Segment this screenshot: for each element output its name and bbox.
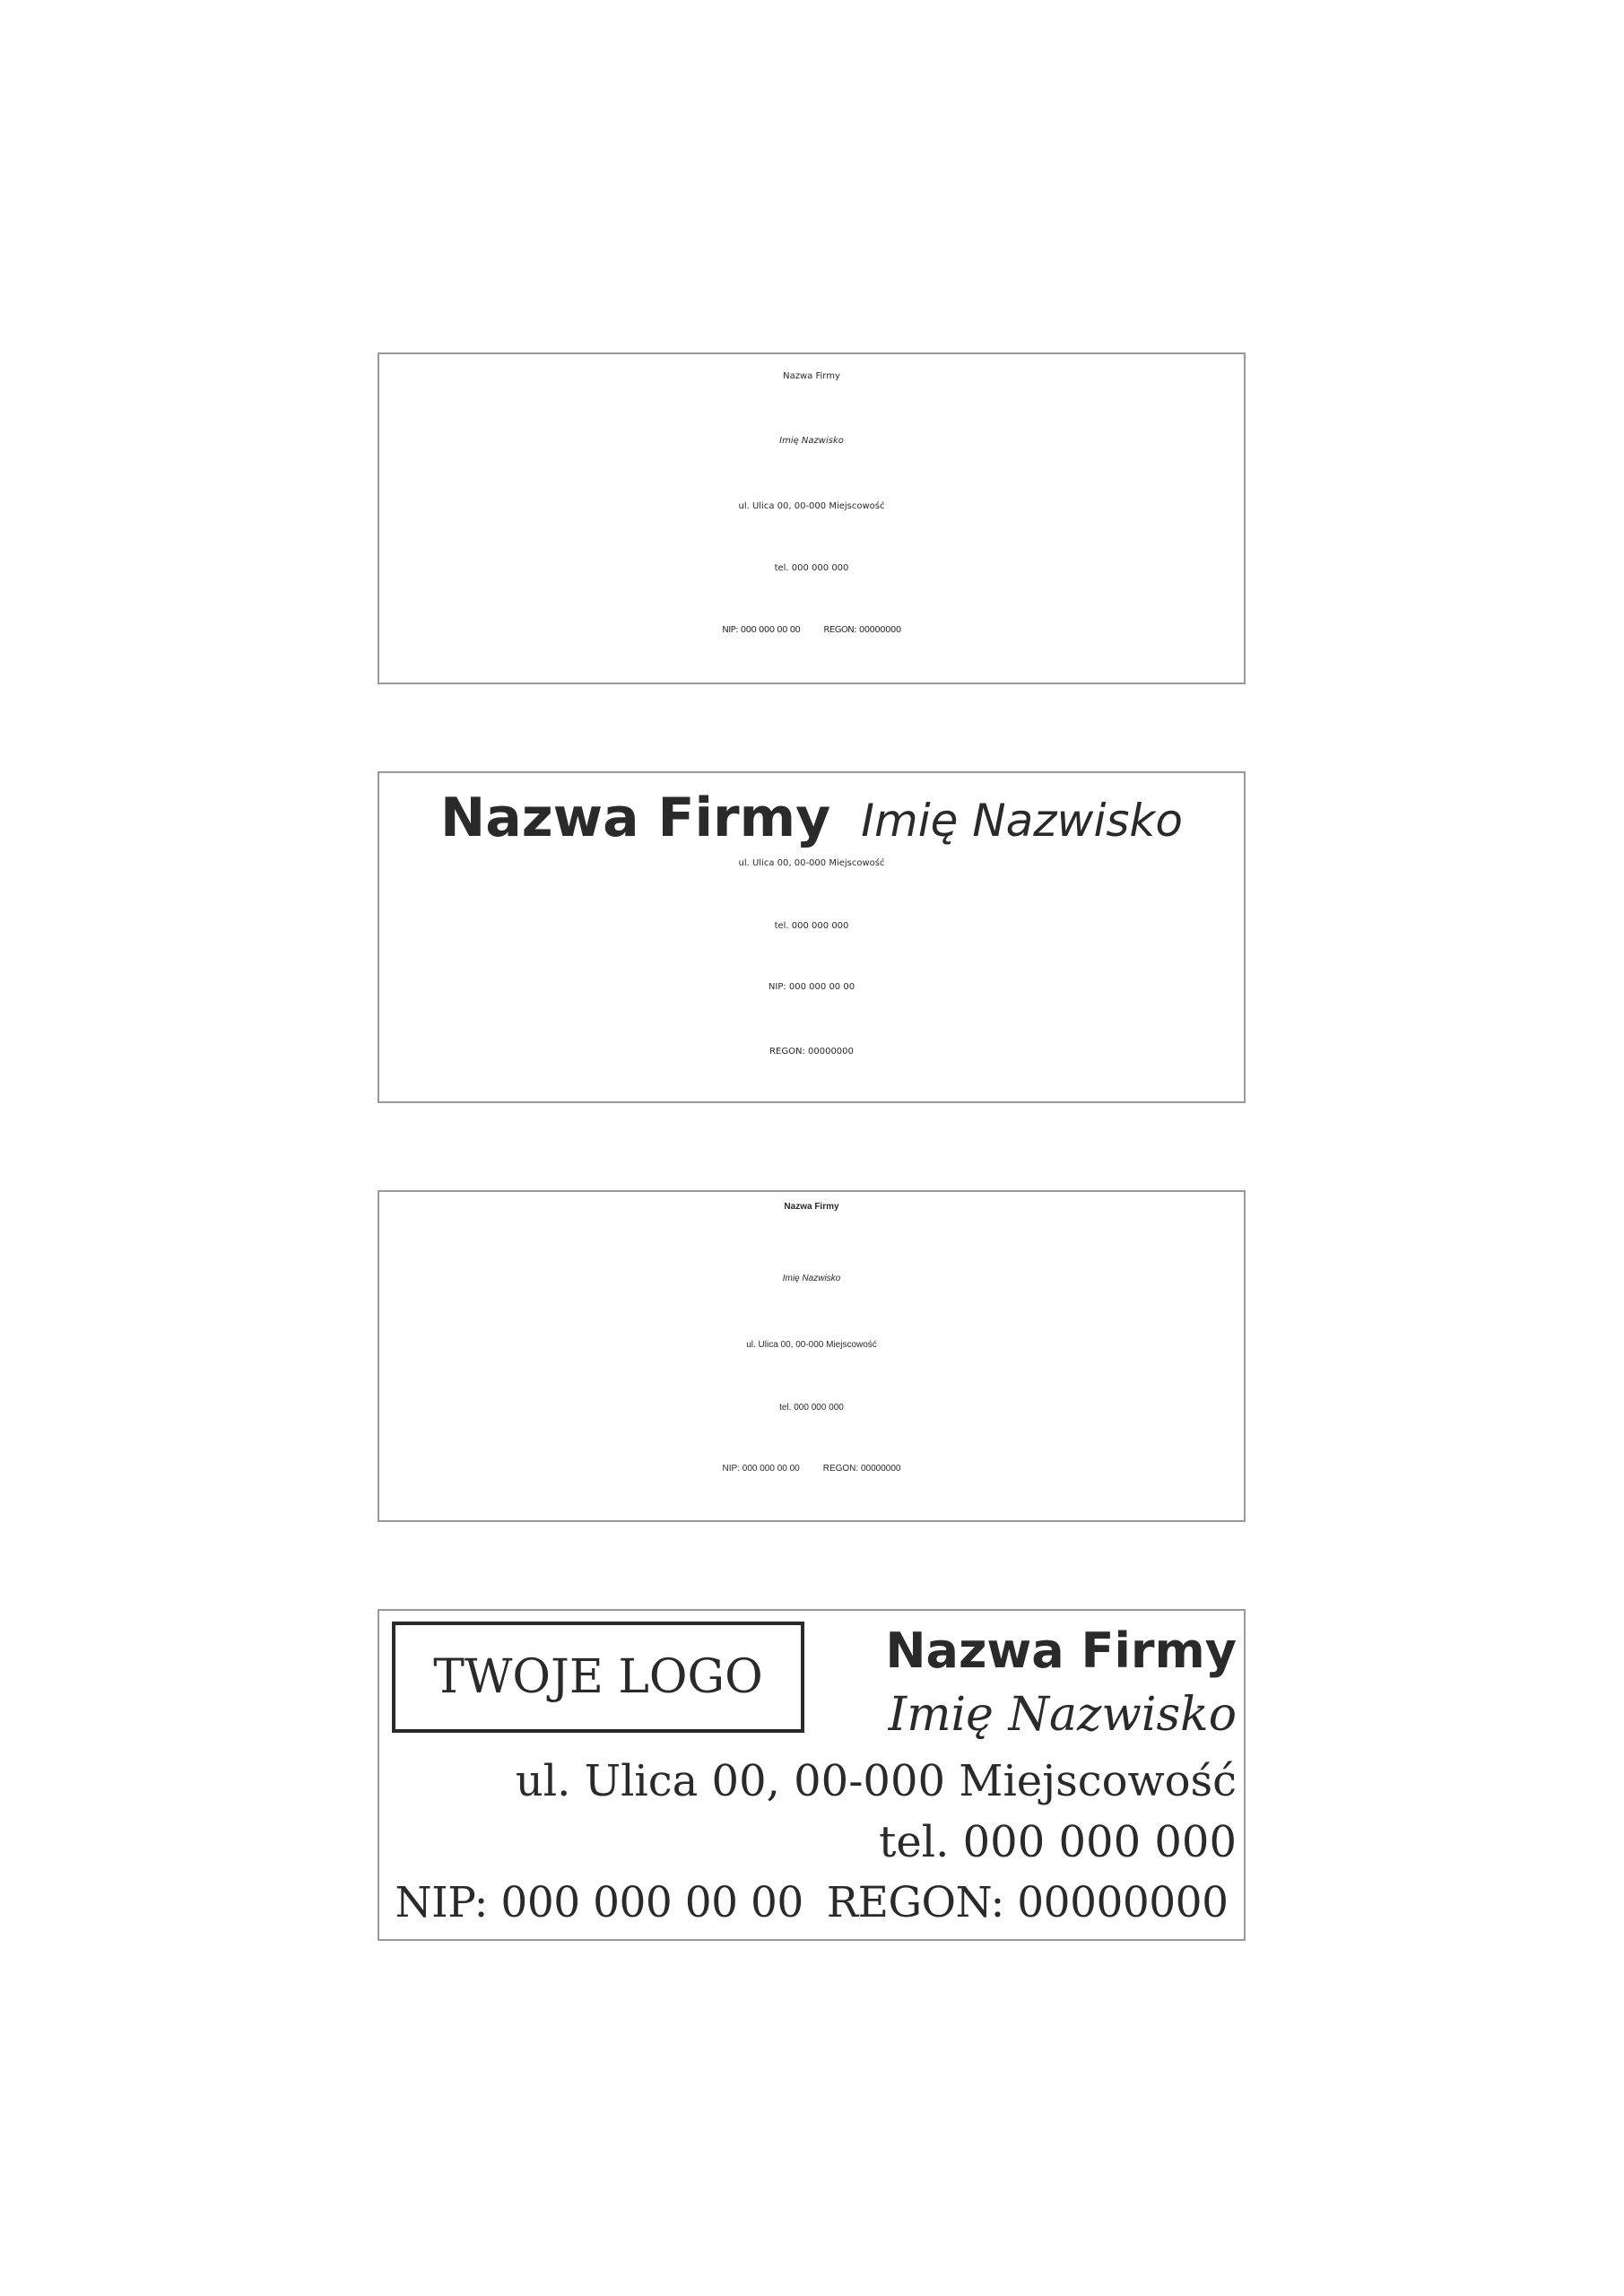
tax-ids bbox=[379, 1465, 1244, 1474]
company-name: Nazwa Firmy bbox=[784, 1202, 839, 1212]
person-name: Imię Nazwisko bbox=[782, 1274, 841, 1283]
tax-ids bbox=[379, 626, 1244, 635]
regon: REGON: 00000000 bbox=[769, 1047, 854, 1057]
nip: NIP: 000 000 00 00 bbox=[768, 982, 855, 992]
stamp-template-4 bbox=[378, 1609, 1246, 1941]
stamp-template-2 bbox=[378, 771, 1246, 1103]
person-name: Imię Nazwisko bbox=[861, 795, 1183, 847]
regon: REGON: 00000000 bbox=[826, 1878, 1229, 1927]
phone: tel. 000 000 000 bbox=[774, 563, 849, 573]
logo-placeholder: TWOJE LOGO bbox=[392, 1622, 804, 1733]
company-name: Nazwa Firmy bbox=[885, 1622, 1237, 1679]
header-line bbox=[379, 787, 1244, 849]
regon: REGON: 00000000 bbox=[823, 625, 901, 635]
person-name: Imię Nazwisko bbox=[779, 436, 844, 446]
address: ul. Ulica 00, 00-000 Miejscowość bbox=[738, 501, 885, 511]
phone: tel. 000 000 000 bbox=[779, 1403, 844, 1413]
phone: tel. 000 000 000 bbox=[774, 921, 849, 931]
person-name: Imię Nazwisko bbox=[888, 1688, 1237, 1742]
nip: NIP: 000 000 00 00 bbox=[722, 625, 801, 635]
nip: NIP: 000 000 00 00 bbox=[395, 1878, 803, 1927]
tax-ids bbox=[383, 1878, 1240, 1927]
phone: tel. 000 000 000 bbox=[879, 1817, 1237, 1867]
stamp-template-3 bbox=[378, 1190, 1246, 1522]
address: ul. Ulica 00, 00-000 Miejscowość bbox=[738, 858, 885, 868]
nip: NIP: 000 000 00 00 bbox=[722, 1464, 800, 1474]
company-name: Nazwa Firmy bbox=[783, 371, 840, 381]
company-name: Nazwa Firmy bbox=[440, 787, 831, 849]
address: ul. Ulica 00, 00-000 Miejscowość bbox=[746, 1340, 877, 1350]
regon: REGON: 00000000 bbox=[822, 1464, 901, 1474]
address: ul. Ulica 00, 00-000 Miejscowość bbox=[515, 1756, 1237, 1806]
stamp-template-1 bbox=[378, 352, 1246, 684]
